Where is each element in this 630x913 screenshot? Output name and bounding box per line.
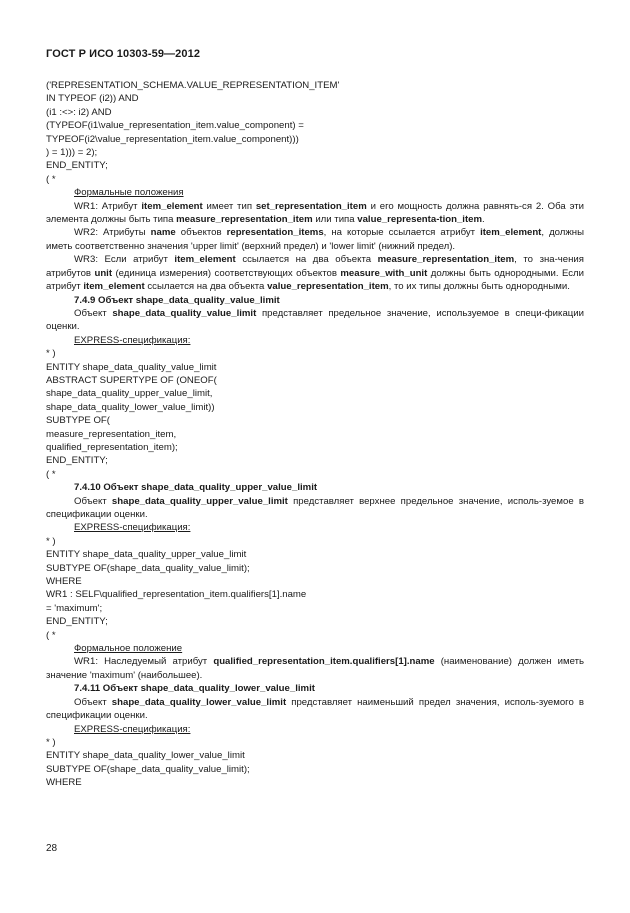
section-7-4-9-paragraph: Объект shape_data_quality_value_limit представляет предельное значение, используемое в специ-фикации оценки. bbox=[46, 307, 584, 333]
section-heading-7-4-9: 7.4.9 Объект shape_data_quality_value_limit bbox=[74, 294, 280, 306]
code-line: WHERE bbox=[46, 777, 82, 789]
code-line: ( * bbox=[46, 629, 56, 641]
code-line: ('REPRESENTATION_SCHEMA.VALUE_REPRESENTATION_ITEM' bbox=[46, 80, 340, 91]
wr1-paragraph: WR1: Атрибут item_element имеет тип set_representation_item и его мощность должна равнять-ся 2. Оба эти элемента должны быть типа measure_representation_item или типа value_representa-tion_item. bbox=[46, 200, 585, 226]
wr3-paragraph: WR3: Если атрибут item_element ссылается на два объекта measure_representation_item, то зна-чения атрибутов unit (единица измерения) соответствующих объектов measure_with_unit должны быть однородными. Если атрибут item_element ссылается на два объекта value_representation_item, то их типы должны быть однородными. bbox=[46, 254, 584, 293]
code-line: ENTITY shape_data_quality_lower_value_limit bbox=[46, 750, 245, 762]
code-line: = 'maximum'; bbox=[46, 602, 103, 614]
code-line: qualified_representation_item); bbox=[46, 441, 178, 453]
code-line: ENTITY shape_data_quality_value_limit bbox=[46, 361, 217, 373]
code-line: SUBTYPE OF(shape_data_quality_value_limit); bbox=[46, 763, 250, 775]
code-line: END_ENTITY; bbox=[46, 616, 108, 628]
wr2-paragraph: WR2: Атрибуты name объектов representation_items, на которые ссылается атрибут item_element, должны иметь соответственно значения 'upper limit' (верхний предел) и 'lower limit' (нижний предел). bbox=[46, 227, 585, 252]
code-line: * ) bbox=[46, 535, 56, 547]
standard-header: ГОСТ Р ИСО 10303-59—2012 bbox=[46, 48, 201, 60]
code-line: ( * bbox=[46, 468, 56, 480]
section-7-4-10-paragraph: Объект shape_data_quality_upper_value_limit представляет верхнее предельное значение, исполь-зуемое в спецификации оценки. bbox=[46, 495, 584, 520]
code-line: (i1 :<>: i2) AND bbox=[46, 106, 112, 118]
code-line: (TYPEOF(i1\value_representation_item.value_component) = bbox=[46, 120, 304, 132]
section-heading-7-4-11: 7.4.11 Объект shape_data_quality_lower_value_limit bbox=[74, 683, 315, 695]
section-7-4-11-paragraph: Объект shape_data_quality_lower_value_limit представляет наименьший предел значения, исполь-зуемого в спецификации оценки. bbox=[46, 696, 584, 722]
code-line: ( * bbox=[46, 173, 56, 185]
code-line: END_ENTITY; bbox=[46, 455, 108, 467]
code-line: TYPEOF(i2\value_representation_item.value_component))) bbox=[46, 133, 299, 145]
code-line: shape_data_quality_lower_value_limit)) bbox=[46, 401, 215, 413]
code-line: WR1 : SELF\qualified_representation_item.qualifiers[1].name bbox=[46, 589, 307, 601]
wr1-inherited-paragraph: WR1: Наследуемый атрибут qualified_representation_item.qualifiers[1].name (наименование) должен иметь значение 'maximum' (наибольшее). bbox=[46, 656, 584, 681]
code-line: END_ENTITY; bbox=[46, 160, 108, 172]
express-spec-label: EXPRESS-спецификация: bbox=[74, 522, 191, 534]
section-heading-7-4-10: 7.4.10 Объект shape_data_quality_upper_value_limit bbox=[74, 482, 318, 494]
formal-provision-heading: Формальное положение bbox=[74, 643, 183, 655]
code-line: ENTITY shape_data_quality_upper_value_limit bbox=[46, 549, 247, 561]
document-body bbox=[46, 79, 584, 790]
code-line: SUBTYPE OF( bbox=[46, 415, 110, 427]
formal-provisions-heading: Формальные положения bbox=[74, 187, 184, 199]
code-line: ABSTRACT SUPERTYPE OF (ONEOF( bbox=[46, 374, 217, 386]
code-line: * ) bbox=[46, 348, 56, 360]
code-line: WHERE bbox=[46, 576, 82, 588]
code-line: IN TYPEOF (i2)) AND bbox=[46, 93, 139, 105]
code-line: * ) bbox=[46, 736, 56, 748]
express-spec-label: EXPRESS-спецификация: bbox=[74, 334, 191, 346]
code-line: SUBTYPE OF(shape_data_quality_value_limit); bbox=[46, 562, 250, 574]
express-spec-label: EXPRESS-спецификация: bbox=[74, 723, 191, 735]
code-line: ) = 1))) = 2); bbox=[46, 147, 98, 159]
code-line: measure_representation_item, bbox=[46, 428, 177, 440]
code-line: shape_data_quality_upper_value_limit, bbox=[46, 388, 213, 400]
page-number: 28 bbox=[46, 843, 58, 854]
